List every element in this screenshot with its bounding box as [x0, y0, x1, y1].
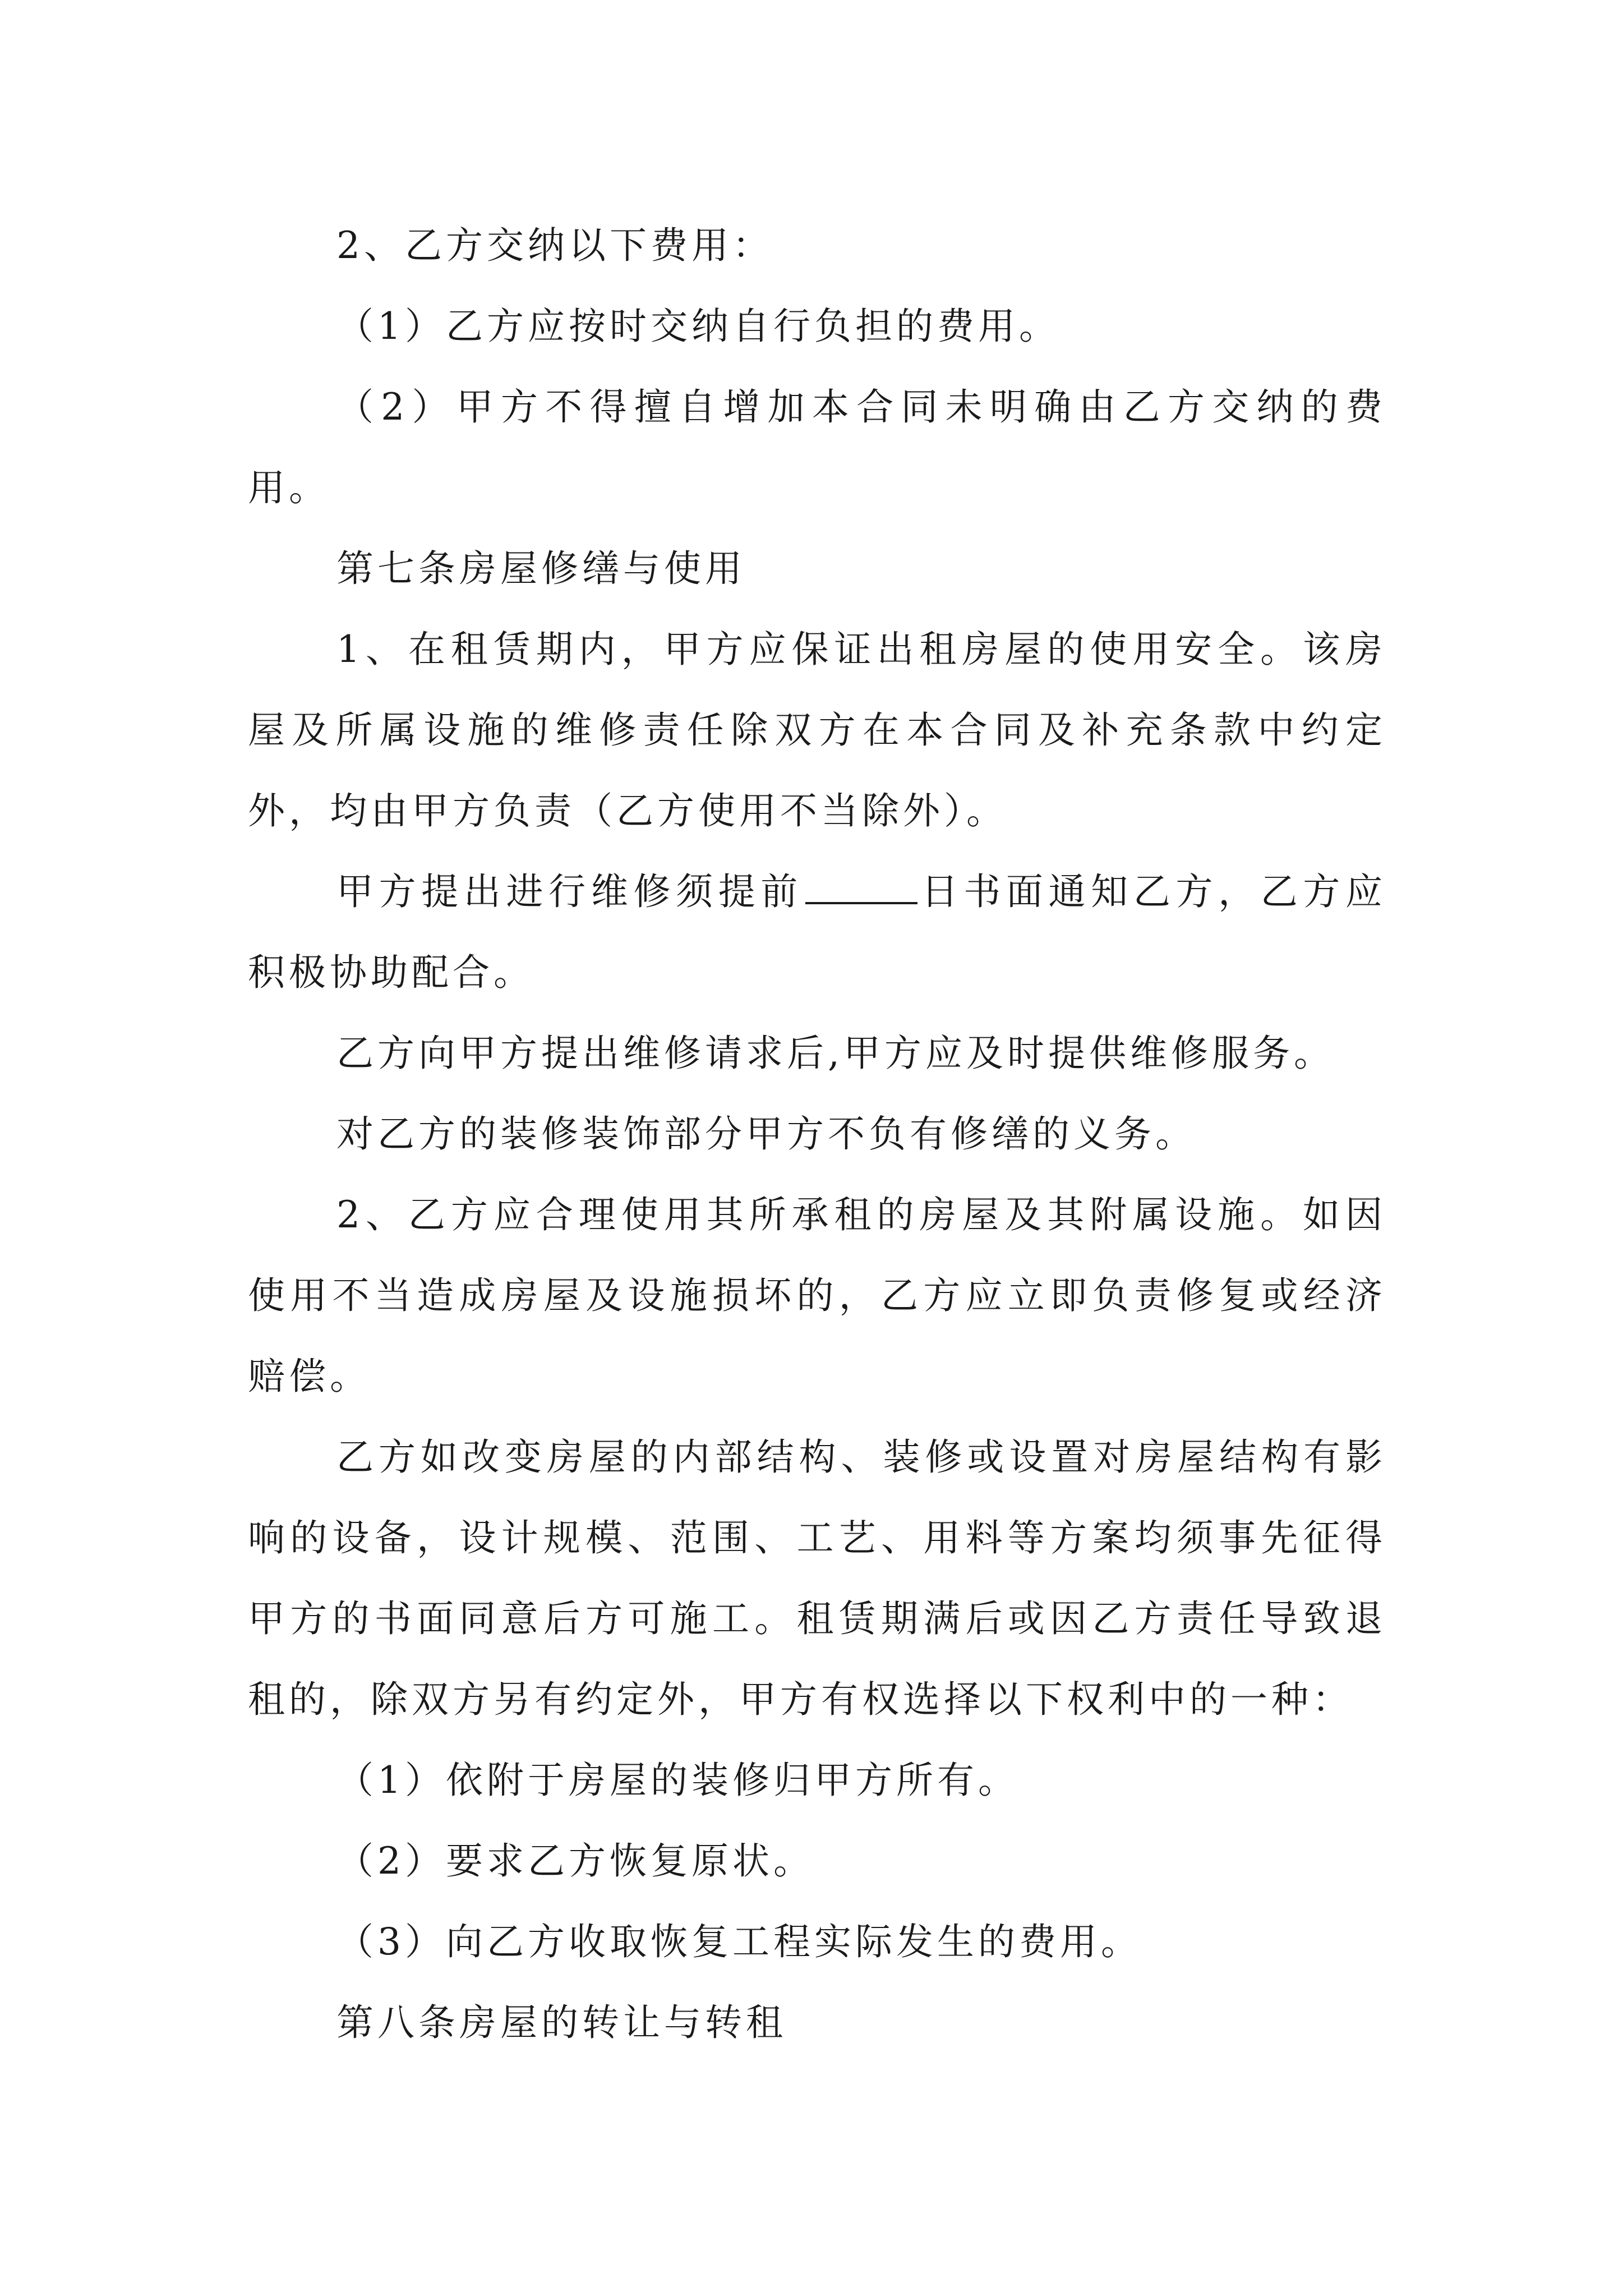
paragraph-repair-responsibility: 1、在租赁期内，甲方应保证出租房屋的使用安全。该房屋及所属设施的维修责任除双方在本合同及补充条款中约定外，均由甲方负责（乙方使用不当除外）。	[248, 628, 1386, 832]
paragraph-fee-item-2: （2）甲方不得擅自增加本合同未明确由乙方交纳的费用。	[248, 385, 1386, 509]
paragraph-fees-heading: 2、乙方交纳以下费用：	[336, 224, 773, 267]
article-7-heading: 第七条房屋修缮与使用	[336, 547, 746, 590]
repair-notice-text-after: 日书面通知乙方，乙方应积极协助配合。	[248, 870, 1386, 994]
paragraph-repair-request: 乙方向甲方提出维修请求后,甲方应及时提供维修服务。	[336, 1032, 1335, 1075]
paragraph-option-3: （3）向乙方收取恢复工程实际发生的费用。	[336, 1920, 1142, 1963]
paragraph-fee-item-1: （1）乙方应按时交纳自行负担的费用。	[336, 305, 1060, 348]
paragraph-option-1: （1）依附于房屋的装修归甲方所有。	[336, 1759, 1019, 1802]
paragraph-decoration-exemption: 对乙方的装修装饰部分甲方不负有修缮的义务。	[336, 1112, 1196, 1156]
paragraph-reasonable-use: 2、乙方应合理使用其所承租的房屋及其附属设施。如因使用不当造成房屋及设施损坏的，乙方应立即负责修复或经济赔偿。	[248, 1193, 1386, 1398]
paragraph-structure-change: 乙方如改变房屋的内部结构、装修或设置对房屋结构有影响的设备，设计规模、范围、工艺、用料等方案均须事先征得甲方的书面同意后方可施工。租赁期满后或因乙方责任导致退租的，除双方另有约定外，甲方有权选择以下权利中的一种：	[248, 1435, 1386, 1721]
paragraph-option-2: （2）要求乙方恢复原状。	[336, 1839, 814, 1883]
document-body	[248, 205, 1386, 2063]
days-blank-field	[805, 868, 917, 904]
paragraph-repair-notice	[248, 852, 1386, 1013]
repair-notice-text-before: 甲方提出进行维修须提前	[336, 870, 803, 913]
article-8-heading: 第八条房屋的转让与转租	[336, 2001, 787, 2044]
